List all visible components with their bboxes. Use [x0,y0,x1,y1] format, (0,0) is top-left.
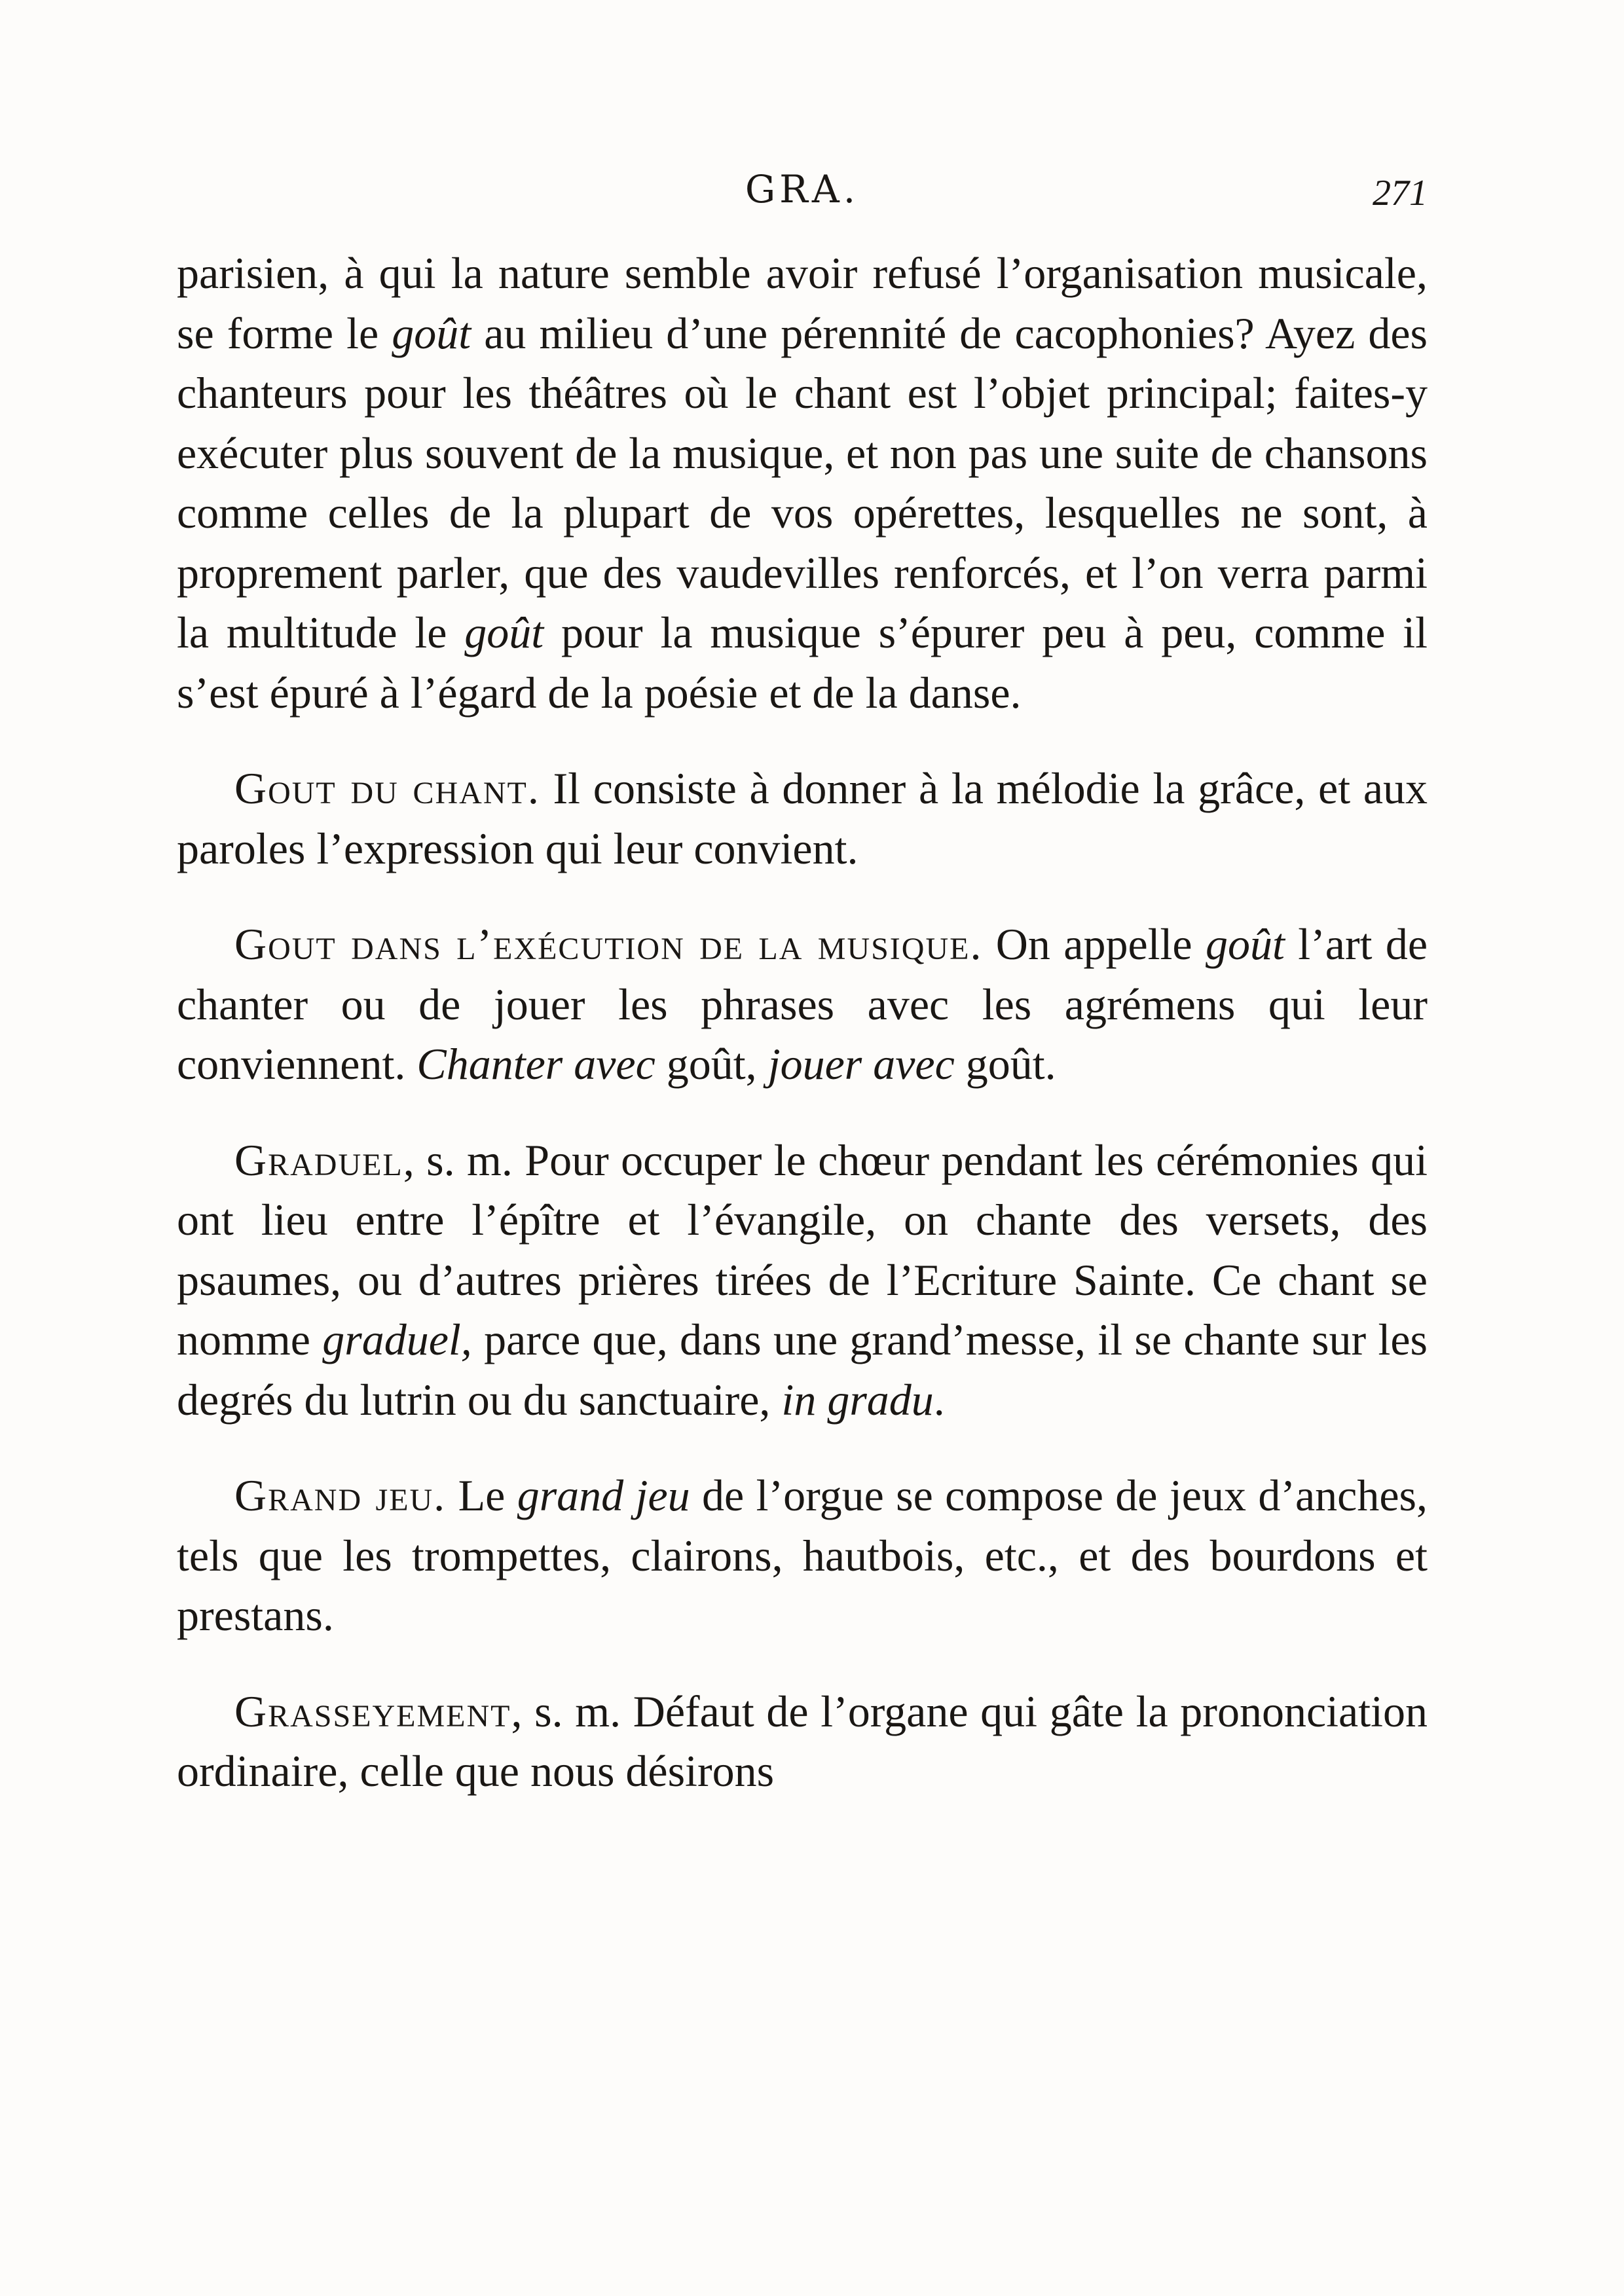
text-run: parisien, à qui la nature semble avoir refusé l’organisation musicale, se forme le [177,248,1428,358]
text-run: Il consiste à donner à la mélodie la grâce, et aux paroles l’expression qui leur convient. [177,763,1428,873]
text-run: au milieu d’une pérennité de cacophonies? Ayez des chanteurs pour les théâtres où le chant est l’objet principal; faites-y exécuter plus souvent de la musique, et non pas une suite de chansons comme celles de la plupart de vos opérettes, lesquelles ne sont, à proprement parler, que des vaudevilles renforcés, et l’on verra parmi la multitude le [177,308,1428,657]
text-run: goût, [655,1039,768,1089]
entry-headword: Grasseyement [234,1686,511,1736]
italic-term: jouer avec [767,1039,955,1089]
entry-graduel [177,1131,1428,1430]
text-run: , s. m. Pour occuper le chœur pendant les cérémonies qui ont lieu entre l’épître et l’évangile, on chante des versets, des psaumes, ou d’autres prières tirées de l’Ecriture Sainte. Ce chant se nomme [177,1135,1428,1364]
entry-headword: Gout dans l’exécution de la musique. [234,919,983,969]
entry-headword: Graduel [234,1135,403,1185]
italic-term: goût [1205,919,1285,969]
italic-term: goût [392,308,471,358]
entry-headword: Gout du chant. [234,763,540,813]
italic-term: grand jeu [517,1470,690,1520]
entry-headword: Grand jeu. [234,1470,447,1520]
entry-grand-jeu [177,1466,1428,1646]
text-run: l’art de chanter ou de jouer les phrases avec les agrémens qui leur conviennent. [177,919,1428,1089]
text-run: goût. [954,1039,1056,1089]
italic-term: Chanter avec [416,1039,655,1089]
page-header [177,167,1428,226]
text-run: Le [446,1470,517,1520]
italic-term: in gradu [781,1374,934,1425]
page-number: 271 [1373,173,1428,213]
running-head: GRA. [745,167,860,211]
entry-gout-execution [177,915,1428,1095]
text-run: On appelle [982,919,1206,969]
text-run: pour la musique s’épurer peu à peu, comme il s’est épuré à l’égard de la poésie et de la danse. [177,608,1428,718]
paragraph-continuation [177,244,1428,723]
text-column [177,244,1428,1802]
italic-term: graduel, [322,1315,472,1364]
text-run: , s. m. Défaut de l’organe qui gâte la prononciation ordinaire, celle que nous désirons [177,1686,1428,1796]
entry-grasseyement [177,1682,1428,1802]
text-run: de l’orgue se compose de jeux d’anches, tels que les trompettes, clairons, hautbois, etc., et des bourdons et prestans. [177,1470,1428,1640]
text-run: parce que, dans une grand’messe, il se chante sur les degrés du lutrin ou du sanctuaire, [177,1315,1428,1425]
italic-term: goût [464,608,544,657]
entry-gout-du-chant [177,759,1428,879]
text-run: . [933,1374,945,1425]
